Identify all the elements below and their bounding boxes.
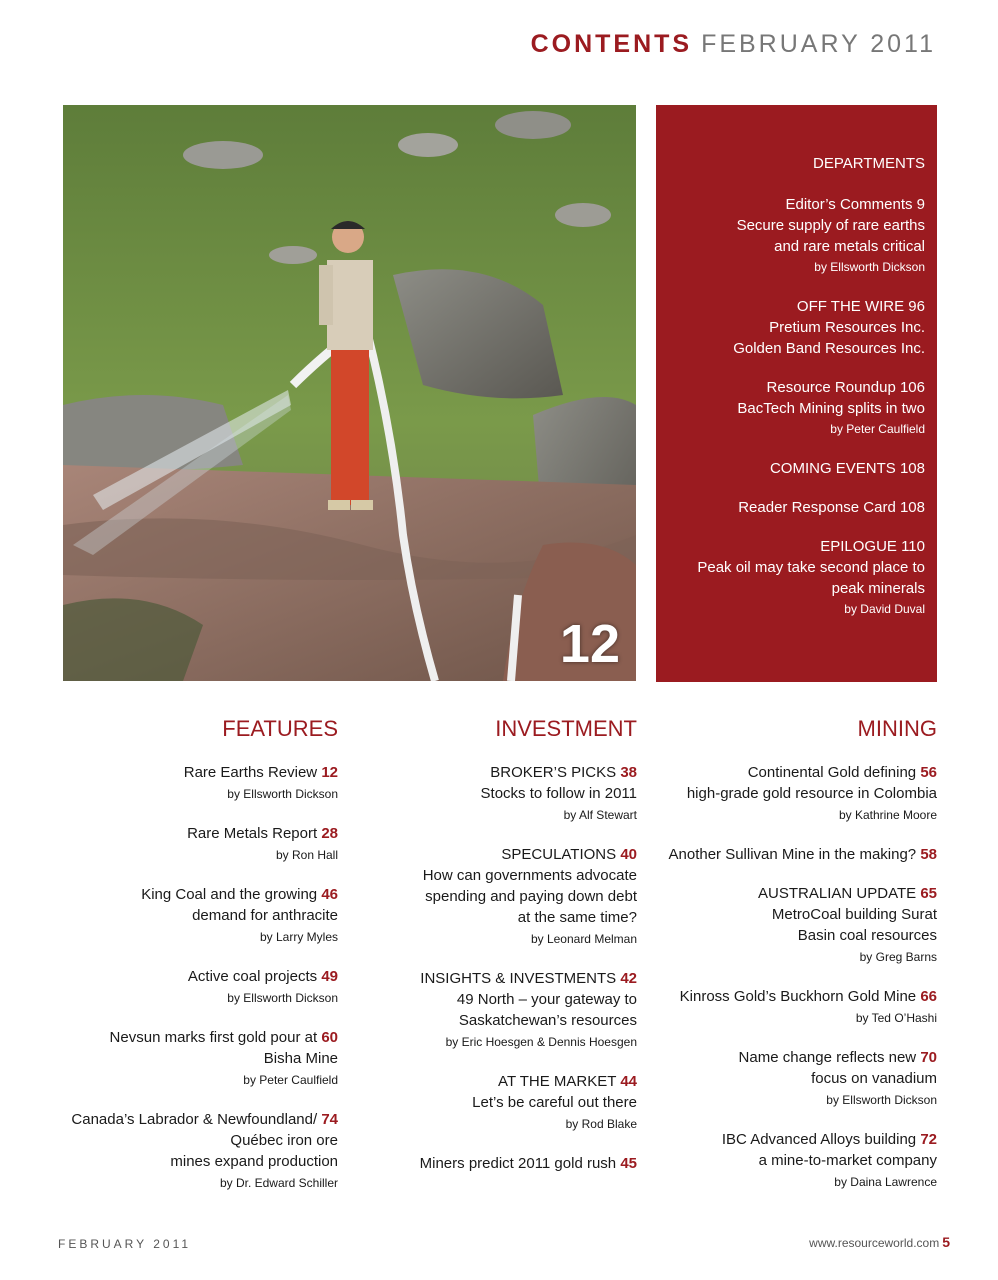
footer-url[interactable]: www.resourceworld.com [809,1236,940,1250]
contents-title: CONTENTS [530,30,693,58]
investment-column [368,716,637,1192]
department-line: OFF THE WIRE 96 [796,298,925,315]
page-header [531,30,936,59]
entry-line [40,884,338,905]
department-line: Pretium Resources Inc. [769,319,925,336]
entry-line [368,865,637,886]
entry-page-number: 46 [321,886,338,903]
department-item[interactable] [666,194,925,278]
entry-title: Active coal projects [187,968,318,985]
mining-column [640,716,937,1211]
byline: by Peter Caulfield [243,1073,338,1087]
entry-line [368,1153,637,1174]
entry-line [640,1047,937,1068]
entry-line [368,762,637,783]
department-line: Peak oil may take second place to [697,559,925,576]
entry-line [640,925,937,946]
byline: by Peter Caulfield [830,422,925,436]
entry-line [368,886,637,907]
byline: by Daina Lawrence [834,1175,937,1189]
entry-title: a mine-to-market company [758,1152,937,1169]
toc-entry[interactable] [368,1071,637,1135]
entry-title: demand for anthracite [192,907,338,924]
toc-entry[interactable] [40,884,338,948]
department-line: peak minerals [831,580,925,597]
issue-date: FEBRUARY 2011 [701,30,936,58]
entry-line [640,783,937,804]
entry-line [640,762,937,783]
byline: by David Duval [844,602,925,616]
entry-line [368,1092,637,1113]
entry-title: Miners predict 2011 gold rush [419,1155,617,1172]
entry-page-number: 40 [620,846,637,863]
entry-title: mines expand production [170,1153,338,1170]
entry-page-number: 60 [321,1029,338,1046]
toc-entry[interactable] [640,762,937,826]
entry-page-number: 44 [620,1073,637,1090]
byline: by Rod Blake [565,1117,637,1131]
toc-entry[interactable] [368,844,637,950]
entry-line [40,1027,338,1048]
entry-page-number: 56 [920,764,937,781]
footer-date: FEBRUARY 2011 [58,1237,192,1251]
entry-line [40,1109,338,1130]
entry-title: Bisha Mine [263,1050,338,1067]
features-heading: FEATURES [222,716,338,741]
entry-line [368,968,637,989]
entry-title: Continental Gold defining [747,764,917,781]
folio-page-number: 5 [942,1234,950,1250]
photo-illustration [63,105,636,681]
department-line: EPILOGUE 110 [820,538,925,555]
entry-page-number: 49 [321,968,338,985]
entry-line [368,783,637,804]
mining-heading: MINING [857,716,937,741]
toc-entry[interactable] [368,1153,637,1174]
department-line: Golden Band Resources Inc. [733,340,925,357]
department-line: and rare metals critical [774,238,925,255]
entry-page-number: 58 [920,846,937,863]
department-line: Reader Response Card 108 [738,499,925,516]
byline: by Larry Myles [259,930,338,944]
entry-title: Stocks to follow in 2011 [480,785,637,802]
entry-page-number: 38 [620,764,637,781]
department-item[interactable] [666,497,925,518]
entry-line [40,966,338,987]
department-item[interactable] [666,536,925,620]
toc-entry[interactable] [640,986,937,1029]
entry-title: King Coal and the growing [141,886,318,903]
department-line: Editor’s Comments 9 [785,196,925,213]
toc-entry[interactable] [640,1047,937,1111]
department-line: BacTech Mining splits in two [737,400,925,417]
features-column [40,716,338,1212]
entry-title: Nevsun marks first gold pour at [109,1029,318,1046]
toc-entry[interactable] [368,762,637,826]
investment-heading: INVESTMENT [495,716,637,741]
entry-title: Another Sullivan Mine in the making? [668,846,917,863]
entry-page-number: 12 [321,764,338,781]
entry-page-number: 72 [920,1131,937,1148]
department-line: COMING EVENTS 108 [769,460,925,477]
entry-line [40,1130,338,1151]
entry-page-number: 65 [920,885,937,902]
entry-line [40,1048,338,1069]
byline: by Ted O’Hashi [855,1011,937,1025]
entry-line [368,1010,637,1031]
entry-title: spending and paying down debt [425,888,637,905]
entry-title: 49 North – your gateway to [456,991,637,1008]
entry-line [640,883,937,904]
entry-title: Rare Earths Review [183,764,318,781]
entry-page-number: 28 [321,825,338,842]
entry-title: Let’s be careful out there [472,1094,637,1111]
toc-entry[interactable] [40,1027,338,1091]
byline: by Alf Stewart [563,808,637,822]
entry-title: Name change reflects new [738,1049,917,1066]
byline: by Greg Barns [859,950,937,964]
byline: by Kathrine Moore [838,808,937,822]
byline: by Eric Hoesgen & Dennis Hoesgen [445,1035,637,1049]
story-page-number: 12 [559,614,620,674]
entry-title: BROKER’S PICKS [490,764,617,781]
entry-title: Rare Metals Report [187,825,318,842]
entry-line [368,907,637,928]
byline: by Ellsworth Dickson [826,1093,937,1107]
department-item[interactable] [666,458,925,479]
department-item[interactable] [666,296,925,359]
entry-line [640,844,937,865]
entry-line [640,1129,937,1150]
entry-title: high-grade gold resource in Colombia [686,785,937,802]
entry-title: Saskatchewan’s resources [458,1012,637,1029]
toc-entry[interactable] [40,823,338,866]
entry-title: Canada’s Labrador & Newfoundland/ [71,1111,318,1128]
entry-page-number: 70 [920,1049,937,1066]
departments-panel [656,105,937,682]
byline: by Leonard Melman [530,932,637,946]
entry-line [40,905,338,926]
entry-page-number: 42 [620,970,637,987]
entry-title: focus on vanadium [811,1070,937,1087]
entry-page-number: 74 [321,1111,338,1128]
byline: by Ellsworth Dickson [227,991,338,1005]
entry-line [368,989,637,1010]
toc-entry[interactable] [640,1129,937,1193]
entry-line [640,904,937,925]
entry-title: at the same time? [517,909,637,926]
byline: by Ellsworth Dickson [227,787,338,801]
toc-entry[interactable] [40,1109,338,1194]
toc-entry[interactable] [640,883,937,968]
byline: by Ellsworth Dickson [814,260,925,274]
entry-page-number: 66 [920,988,937,1005]
entry-title: Québec iron ore [230,1132,338,1149]
entry-title: How can governments advocate [422,867,637,884]
entry-title: INSIGHTS & INVESTMENTS [420,970,617,987]
byline: by Ron Hall [275,848,338,862]
toc-entry[interactable] [640,844,937,865]
departments-heading: DEPARTMENTS [813,155,925,172]
entry-line [40,823,338,844]
entry-line [368,844,637,865]
entry-page-number: 45 [620,1155,637,1172]
entry-title: SPECULATIONS [501,846,617,863]
entry-title: Basin coal resources [797,927,937,944]
department-item[interactable] [666,377,925,440]
entry-line [640,986,937,1007]
entry-line [640,1068,937,1089]
entry-line [40,1151,338,1172]
byline: by Dr. Edward Schiller [219,1176,338,1190]
department-line: Resource Roundup 106 [766,379,925,396]
toc-entry[interactable] [40,762,338,805]
footer-right [809,1234,950,1250]
entry-title: IBC Advanced Alloys building [721,1131,917,1148]
entry-title: Kinross Gold’s Buckhorn Gold Mine [679,988,917,1005]
entry-title: AT THE MARKET [498,1073,617,1090]
entry-line [368,1071,637,1092]
department-line: Secure supply of rare earths [736,217,925,234]
entry-line [40,762,338,783]
cover-photo [63,105,636,681]
toc-entry[interactable] [368,968,637,1053]
entry-title: MetroCoal building Surat [771,906,937,923]
toc-entry[interactable] [40,966,338,1009]
entry-line [640,1150,937,1171]
entry-title: AUSTRALIAN UPDATE [758,885,917,902]
